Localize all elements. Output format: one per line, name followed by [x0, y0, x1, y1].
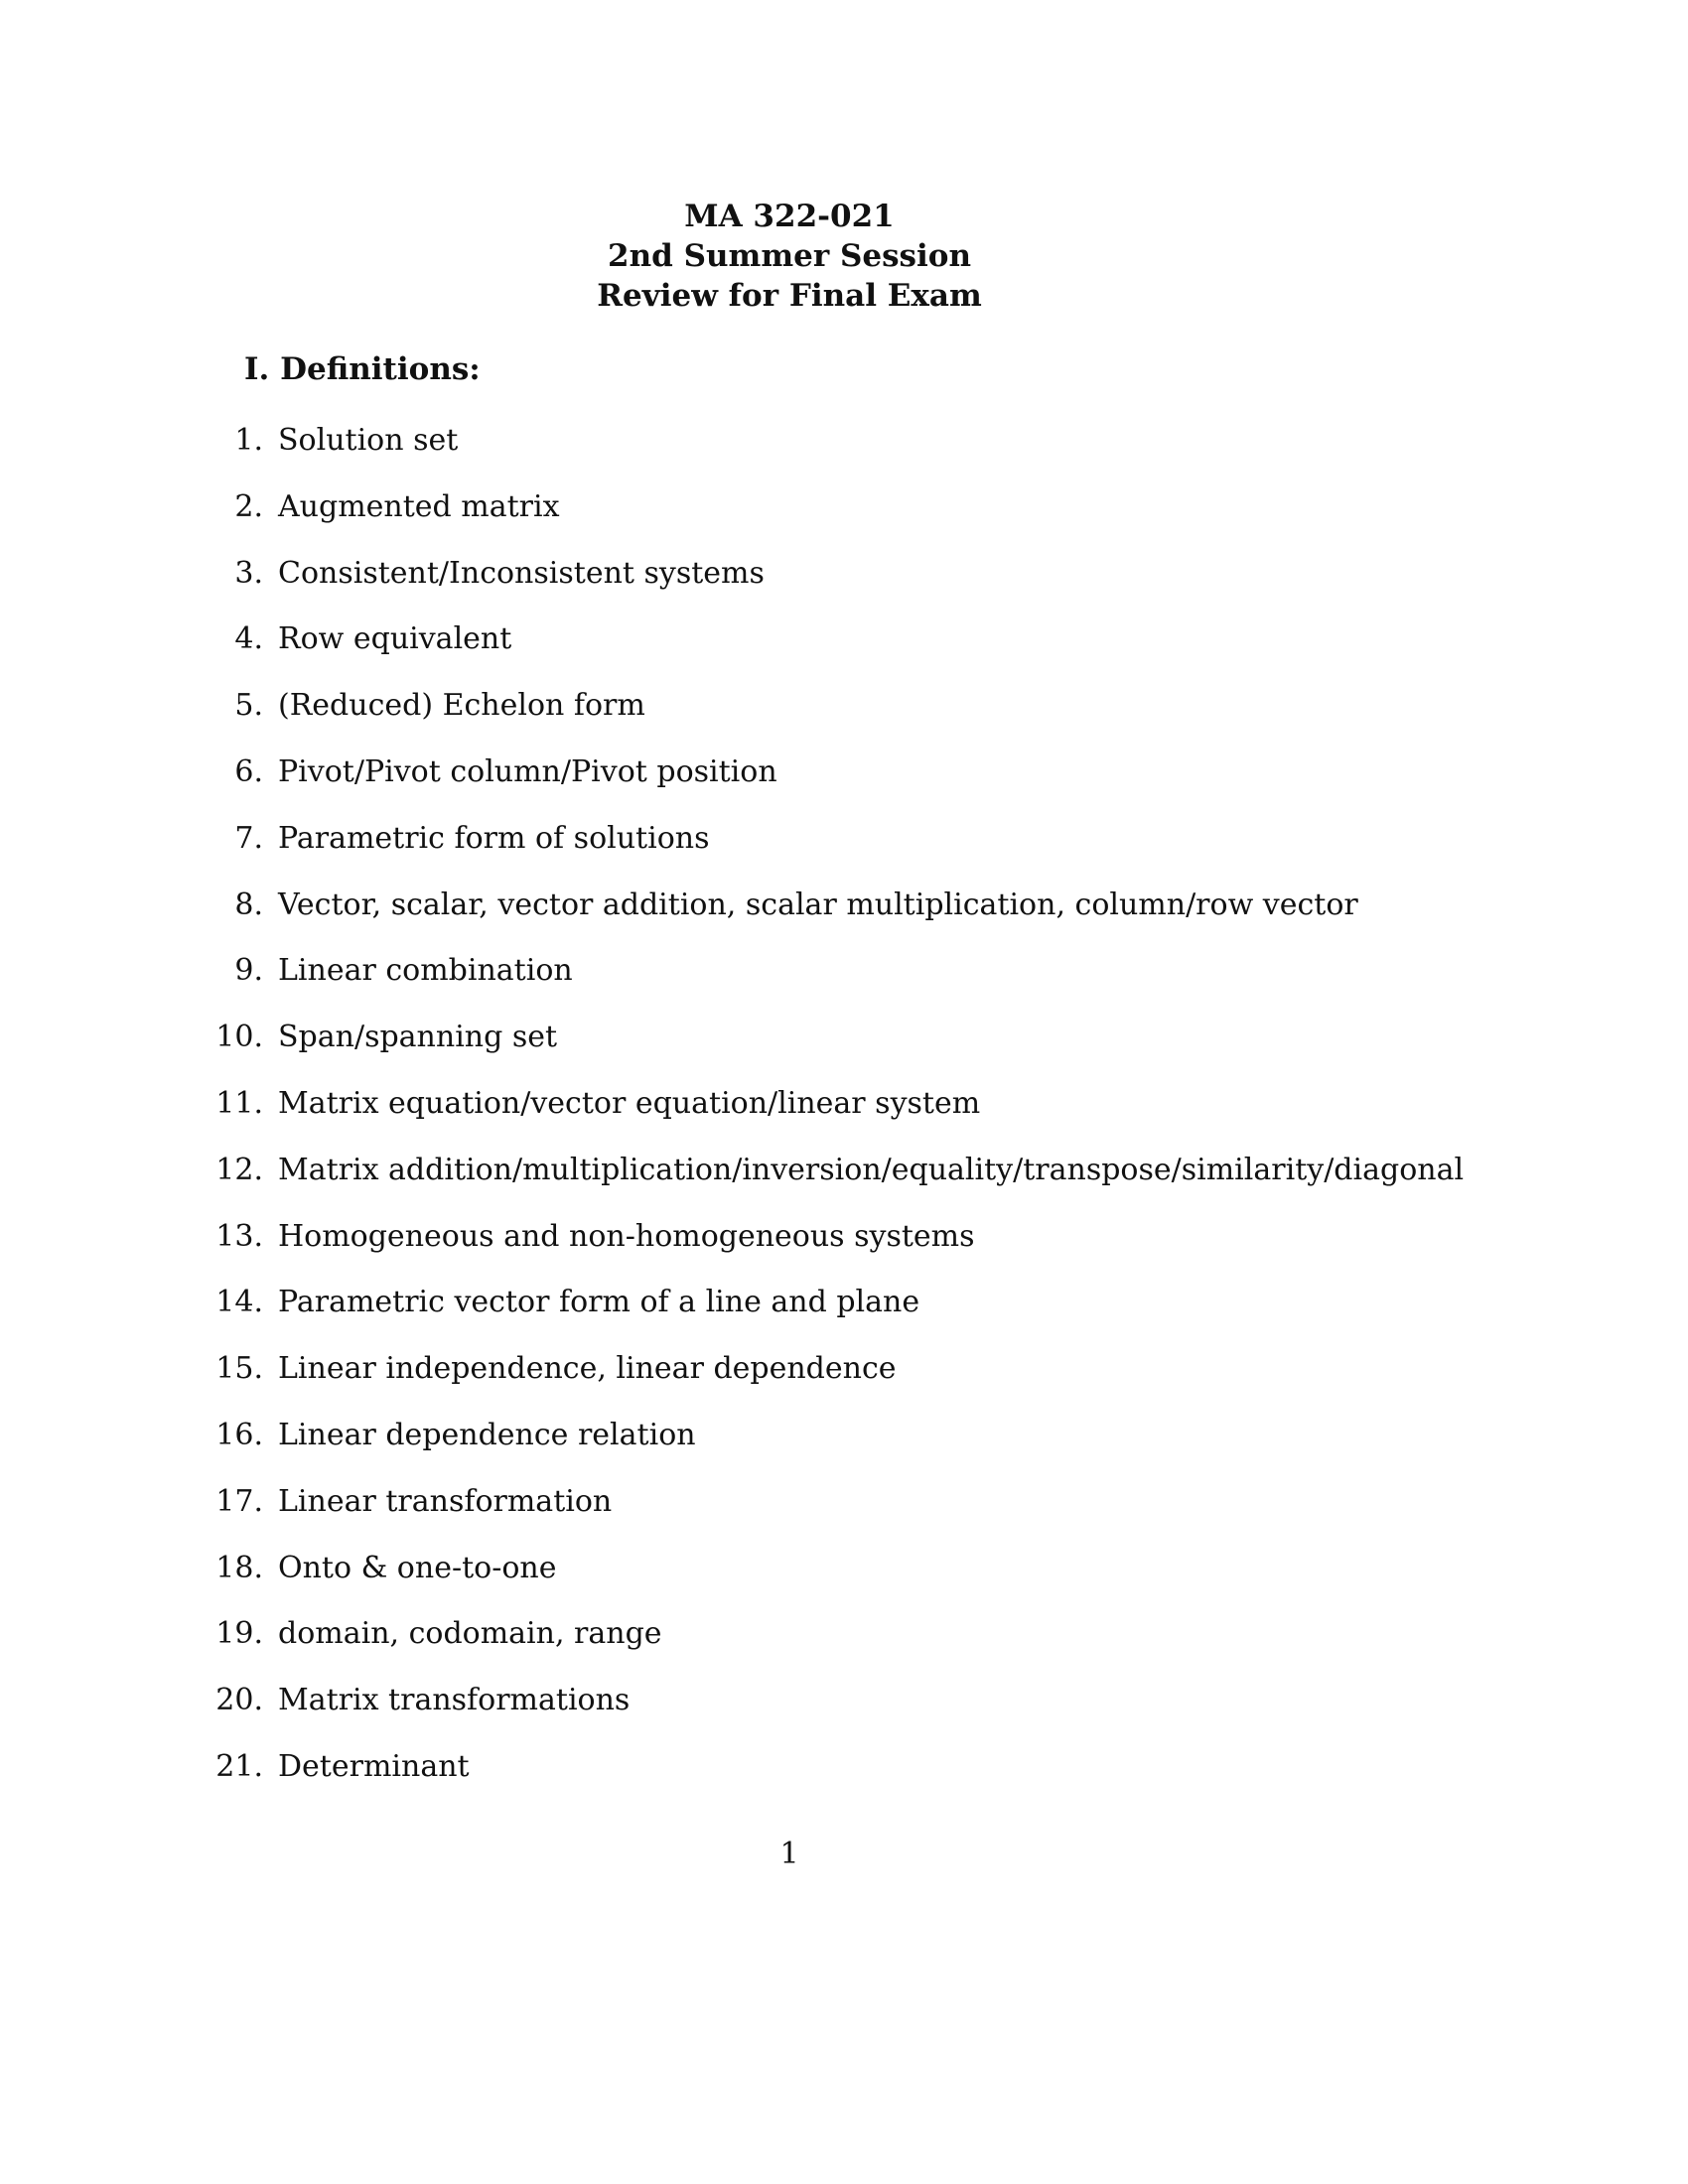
item-text: Homogeneous and non-homogeneous systems [278, 1218, 975, 1254]
item-text: Onto & one-to-one [278, 1550, 557, 1585]
item-text: Linear transformation [278, 1483, 613, 1519]
item-text: Linear combination [278, 953, 573, 989]
item-number: 13. [215, 1218, 263, 1254]
list-item [0, 554, 1688, 620]
item-text: Parametric vector form of a line and plane [278, 1285, 920, 1320]
item-number: 5. [234, 688, 263, 724]
item-number: 11. [215, 1085, 263, 1121]
list-item [0, 1747, 1688, 1814]
item-number: 21. [215, 1748, 263, 1784]
list-item [0, 1217, 1688, 1284]
list-item [0, 1151, 1688, 1217]
item-text: Matrix addition/multiplication/inversion/equality/transpose/similarity/diagonal [278, 1152, 1465, 1187]
item-number: 10. [215, 1020, 263, 1055]
list-item [0, 951, 1688, 1018]
item-number: 3. [234, 555, 263, 591]
session-name: 2nd Summer Session [608, 238, 971, 274]
list-item [0, 619, 1688, 686]
list-item [0, 1283, 1688, 1349]
list-item [0, 1018, 1688, 1084]
item-text: Pivot/Pivot column/Pivot position [278, 753, 777, 789]
item-text: Solution set [278, 423, 459, 458]
list-item [0, 421, 1688, 487]
item-text: Linear independence, linear dependence [278, 1351, 897, 1387]
item-text: Matrix equation/vector equation/linear system [278, 1085, 981, 1121]
list-item [0, 886, 1688, 952]
list-item [0, 1416, 1688, 1482]
item-number: 17. [215, 1483, 263, 1519]
list-item [0, 819, 1688, 886]
item-number: 4. [234, 621, 263, 657]
document-title: Review for Final Exam [597, 278, 982, 314]
list-item [0, 686, 1688, 752]
item-text: Determinant [278, 1748, 470, 1784]
item-number: 7. [234, 820, 263, 856]
item-text: (Reduced) Echelon form [278, 688, 645, 724]
item-number: 16. [215, 1417, 263, 1452]
item-text: Parametric form of solutions [278, 820, 710, 856]
course-code: MA 322-021 [684, 199, 895, 234]
item-number: 6. [234, 753, 263, 789]
item-number: 12. [215, 1152, 263, 1187]
item-text: Consistent/Inconsistent systems [278, 555, 765, 591]
list-item [0, 1349, 1688, 1416]
item-text: Vector, scalar, vector addition, scalar multiplication, column/row vector [278, 887, 1358, 922]
list-item [0, 1084, 1688, 1151]
item-text: Row equivalent [278, 621, 512, 657]
list-item [0, 752, 1688, 819]
item-text: Span/spanning set [278, 1020, 558, 1055]
list-item [0, 1549, 1688, 1615]
item-number: 2. [234, 488, 263, 524]
list-item [0, 1482, 1688, 1549]
list-item [0, 1614, 1688, 1681]
item-number: 18. [215, 1550, 263, 1585]
item-text: domain, codomain, range [278, 1616, 662, 1652]
section-heading: I. Definitions: [244, 351, 481, 387]
item-text: Linear dependence relation [278, 1417, 696, 1452]
item-text: Matrix transformations [278, 1683, 631, 1718]
item-number: 20. [215, 1683, 263, 1718]
page-number: 1 [779, 1837, 799, 1871]
item-number: 1. [234, 423, 263, 458]
list-item [0, 487, 1688, 554]
definitions-list [0, 421, 1688, 1814]
item-text: Augmented matrix [278, 488, 560, 524]
item-number: 9. [234, 953, 263, 989]
item-number: 19. [215, 1616, 263, 1652]
item-number: 14. [215, 1285, 263, 1320]
item-number: 8. [234, 887, 263, 922]
list-item [0, 1681, 1688, 1747]
document-header [0, 197, 1579, 316]
item-number: 15. [215, 1351, 263, 1387]
